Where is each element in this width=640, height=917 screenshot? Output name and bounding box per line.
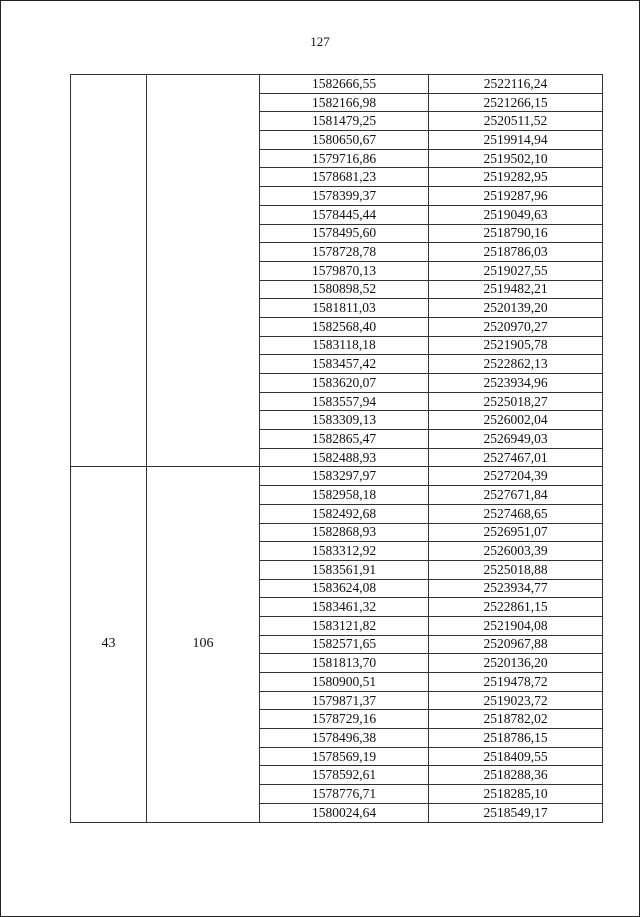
y-coordinate-cell: 2527671,84 bbox=[429, 486, 603, 505]
y-coordinate-cell: 2520511,52 bbox=[429, 112, 603, 131]
x-coordinate-cell: 1583561,91 bbox=[260, 560, 429, 579]
x-coordinate-cell: 1582568,40 bbox=[260, 317, 429, 336]
x-coordinate-cell: 1579870,13 bbox=[260, 261, 429, 280]
group-number-cell bbox=[71, 75, 147, 467]
x-coordinate-cell: 1578496,38 bbox=[260, 729, 429, 748]
table-row bbox=[71, 75, 603, 94]
group-id-cell bbox=[147, 75, 260, 467]
x-coordinate-cell: 1579871,37 bbox=[260, 691, 429, 710]
y-coordinate-cell: 2520139,20 bbox=[429, 299, 603, 318]
y-coordinate-cell: 2526949,03 bbox=[429, 430, 603, 449]
x-coordinate-cell: 1582166,98 bbox=[260, 93, 429, 112]
x-coordinate-cell: 1583312,92 bbox=[260, 542, 429, 561]
x-coordinate-cell: 1578399,37 bbox=[260, 187, 429, 206]
y-coordinate-cell: 2521904,08 bbox=[429, 616, 603, 635]
x-coordinate-cell: 1578445,44 bbox=[260, 205, 429, 224]
y-coordinate-cell: 2522862,13 bbox=[429, 355, 603, 374]
y-coordinate-cell: 2527204,39 bbox=[429, 467, 603, 486]
x-coordinate-cell: 1583457,42 bbox=[260, 355, 429, 374]
x-coordinate-cell: 1583620,07 bbox=[260, 374, 429, 393]
x-coordinate-cell: 1581813,70 bbox=[260, 654, 429, 673]
y-coordinate-cell: 2527467,01 bbox=[429, 448, 603, 467]
y-coordinate-cell: 2519023,72 bbox=[429, 691, 603, 710]
x-coordinate-cell: 1582492,68 bbox=[260, 504, 429, 523]
y-coordinate-cell: 2522861,15 bbox=[429, 598, 603, 617]
y-coordinate-cell: 2525018,27 bbox=[429, 392, 603, 411]
x-coordinate-cell: 1580024,64 bbox=[260, 803, 429, 822]
y-coordinate-cell: 2519049,63 bbox=[429, 205, 603, 224]
y-coordinate-cell: 2525018,88 bbox=[429, 560, 603, 579]
x-coordinate-cell: 1578729,16 bbox=[260, 710, 429, 729]
y-coordinate-cell: 2520970,27 bbox=[429, 317, 603, 336]
y-coordinate-cell: 2521266,15 bbox=[429, 93, 603, 112]
x-coordinate-cell: 1583624,08 bbox=[260, 579, 429, 598]
x-coordinate-cell: 1578728,78 bbox=[260, 243, 429, 262]
y-coordinate-cell: 2521905,78 bbox=[429, 336, 603, 355]
group-id-cell: 106 bbox=[147, 467, 260, 822]
y-coordinate-cell: 2518285,10 bbox=[429, 785, 603, 804]
group-number-cell: 43 bbox=[71, 467, 147, 822]
x-coordinate-cell: 1580650,67 bbox=[260, 131, 429, 150]
x-coordinate-cell: 1583118,18 bbox=[260, 336, 429, 355]
x-coordinate-cell: 1583297,97 bbox=[260, 467, 429, 486]
y-coordinate-cell: 2518786,15 bbox=[429, 729, 603, 748]
y-coordinate-cell: 2523934,77 bbox=[429, 579, 603, 598]
x-coordinate-cell: 1581479,25 bbox=[260, 112, 429, 131]
x-coordinate-cell: 1582666,55 bbox=[260, 75, 429, 94]
x-coordinate-cell: 1578569,19 bbox=[260, 747, 429, 766]
table-row bbox=[71, 467, 603, 486]
y-coordinate-cell: 2520967,88 bbox=[429, 635, 603, 654]
y-coordinate-cell: 2523934,96 bbox=[429, 374, 603, 393]
y-coordinate-cell: 2526003,39 bbox=[429, 542, 603, 561]
y-coordinate-cell: 2518549,17 bbox=[429, 803, 603, 822]
x-coordinate-cell: 1578776,71 bbox=[260, 785, 429, 804]
coordinates-table bbox=[70, 74, 603, 823]
x-coordinate-cell: 1580898,52 bbox=[260, 280, 429, 299]
y-coordinate-cell: 2522116,24 bbox=[429, 75, 603, 94]
x-coordinate-cell: 1582868,93 bbox=[260, 523, 429, 542]
x-coordinate-cell: 1582865,47 bbox=[260, 430, 429, 449]
x-coordinate-cell: 1578681,23 bbox=[260, 168, 429, 187]
y-coordinate-cell: 2527468,65 bbox=[429, 504, 603, 523]
y-coordinate-cell: 2518786,03 bbox=[429, 243, 603, 262]
x-coordinate-cell: 1582571,65 bbox=[260, 635, 429, 654]
x-coordinate-cell: 1583121,82 bbox=[260, 616, 429, 635]
y-coordinate-cell: 2518782,02 bbox=[429, 710, 603, 729]
y-coordinate-cell: 2519502,10 bbox=[429, 149, 603, 168]
y-coordinate-cell: 2519027,55 bbox=[429, 261, 603, 280]
y-coordinate-cell: 2520136,20 bbox=[429, 654, 603, 673]
y-coordinate-cell: 2519287,96 bbox=[429, 187, 603, 206]
y-coordinate-cell: 2518288,36 bbox=[429, 766, 603, 785]
coordinates-table-body bbox=[71, 75, 603, 823]
x-coordinate-cell: 1581811,03 bbox=[260, 299, 429, 318]
x-coordinate-cell: 1579716,86 bbox=[260, 149, 429, 168]
x-coordinate-cell: 1583557,94 bbox=[260, 392, 429, 411]
page-number: 127 bbox=[310, 34, 330, 49]
x-coordinate-cell: 1578495,60 bbox=[260, 224, 429, 243]
y-coordinate-cell: 2518790,16 bbox=[429, 224, 603, 243]
x-coordinate-cell: 1583461,32 bbox=[260, 598, 429, 617]
y-coordinate-cell: 2526002,04 bbox=[429, 411, 603, 430]
x-coordinate-cell: 1583309,13 bbox=[260, 411, 429, 430]
y-coordinate-cell: 2519914,94 bbox=[429, 131, 603, 150]
y-coordinate-cell: 2526951,07 bbox=[429, 523, 603, 542]
y-coordinate-cell: 2519478,72 bbox=[429, 673, 603, 692]
x-coordinate-cell: 1582488,93 bbox=[260, 448, 429, 467]
y-coordinate-cell: 2519482,21 bbox=[429, 280, 603, 299]
x-coordinate-cell: 1580900,51 bbox=[260, 673, 429, 692]
x-coordinate-cell: 1582958,18 bbox=[260, 486, 429, 505]
y-coordinate-cell: 2518409,55 bbox=[429, 747, 603, 766]
y-coordinate-cell: 2519282,95 bbox=[429, 168, 603, 187]
x-coordinate-cell: 1578592,61 bbox=[260, 766, 429, 785]
